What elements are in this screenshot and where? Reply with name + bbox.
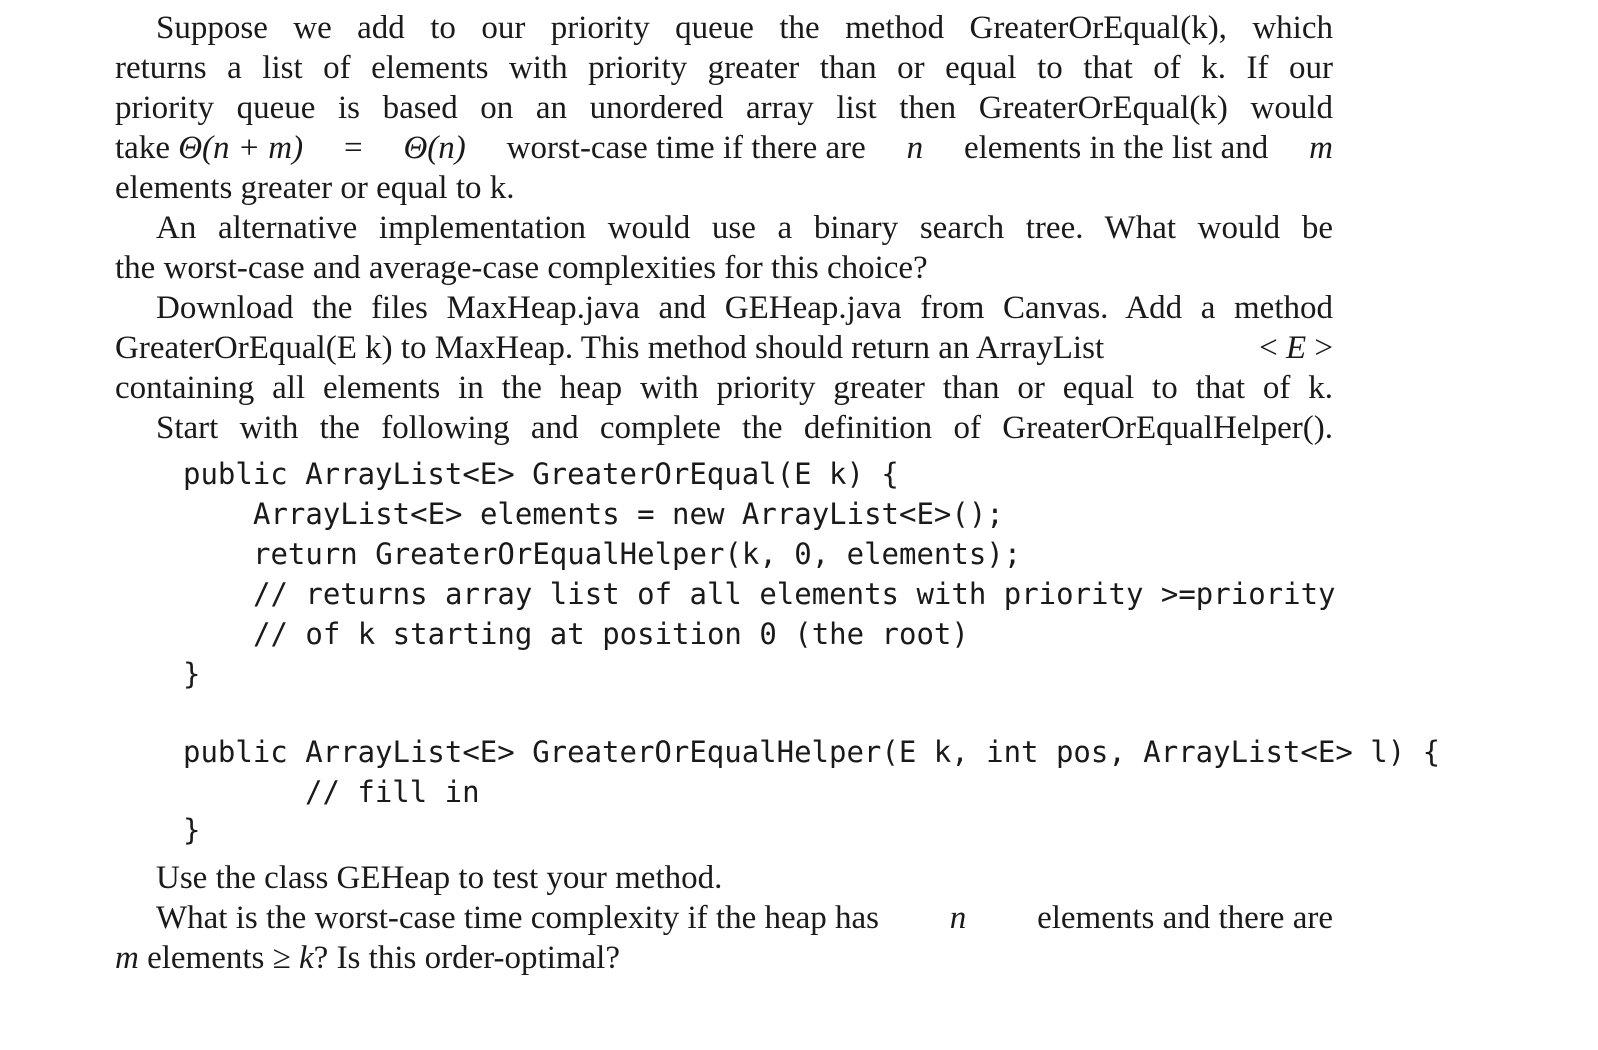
math-arraylist-e: < E > — [1259, 330, 1333, 366]
math-theta-n: Θ(n) — [403, 130, 466, 166]
para3-line1: Download the files MaxHeap.java and GEHeap.java from Canvas. Add a method — [156, 290, 1333, 326]
para2-line1: An alternative implementation would use a binary search tree. What would be — [156, 210, 1333, 246]
math-geq: ≥ — [272, 940, 291, 976]
code-line-6: } — [183, 657, 201, 691]
para1-line3: priority queue is based on an unordered array list then GreaterOrEqual(k) would — [115, 90, 1333, 126]
code-line-8: // fill in — [305, 775, 480, 809]
code-line-5: // of k starting at position 0 (the root) — [253, 617, 969, 651]
math-theta-n-plus-m: Θ(n + m) — [178, 130, 304, 166]
para4-line1: Start with the following and complete the definition of GreaterOrEqualHelper(). — [156, 410, 1333, 446]
code-line-7: public ArrayList<E> GreaterOrEqualHelper(E k, int pos, ArrayList<E> l) { — [183, 735, 1441, 769]
para3-line3: containing all elements in the heap with priority greater than or equal to that of k. — [115, 370, 1333, 406]
para5-line1: Use the class GEHeap to test your method. — [156, 860, 723, 896]
equals-sign: = — [335, 130, 371, 166]
math-m: m — [115, 940, 139, 976]
math-n: n — [906, 130, 924, 166]
para1-line5: elements greater or equal to k. — [115, 170, 515, 206]
math-k: k — [299, 940, 314, 976]
para3-line2: GreaterOrEqual(E k) to MaxHeap. This method should return an ArrayList < E > — [115, 330, 1333, 366]
para6-line2: m elements ≥ k? Is this order-optimal? — [115, 940, 621, 976]
para1-line2: returns a list of elements with priority greater than or equal to that of k. If our — [115, 50, 1333, 86]
code-line-9: } — [183, 813, 201, 847]
para1-line4: take Θ(n + m) = Θ(n) worst-case time if there are n elements in the list and m — [115, 130, 1333, 166]
math-m: m — [1309, 130, 1333, 166]
code-line-4: // returns array list of all elements with priority >=priority — [253, 577, 1336, 611]
math-n: n — [949, 900, 967, 936]
code-line-3: return GreaterOrEqualHelper(k, 0, elements); — [253, 537, 1022, 571]
para1-line1: Suppose we add to our priority queue the method GreaterOrEqual(k), which — [156, 10, 1333, 46]
code-line-2: ArrayList<E> elements = new ArrayList<E>(); — [253, 497, 1004, 531]
code-line-1: public ArrayList<E> GreaterOrEqual(E k) { — [183, 457, 899, 491]
para6-line1: What is the worst-case time complexity if the heap has n elements and there are — [156, 900, 1333, 936]
para2-line2: the worst-case and average-case complexities for this choice? — [115, 250, 928, 286]
